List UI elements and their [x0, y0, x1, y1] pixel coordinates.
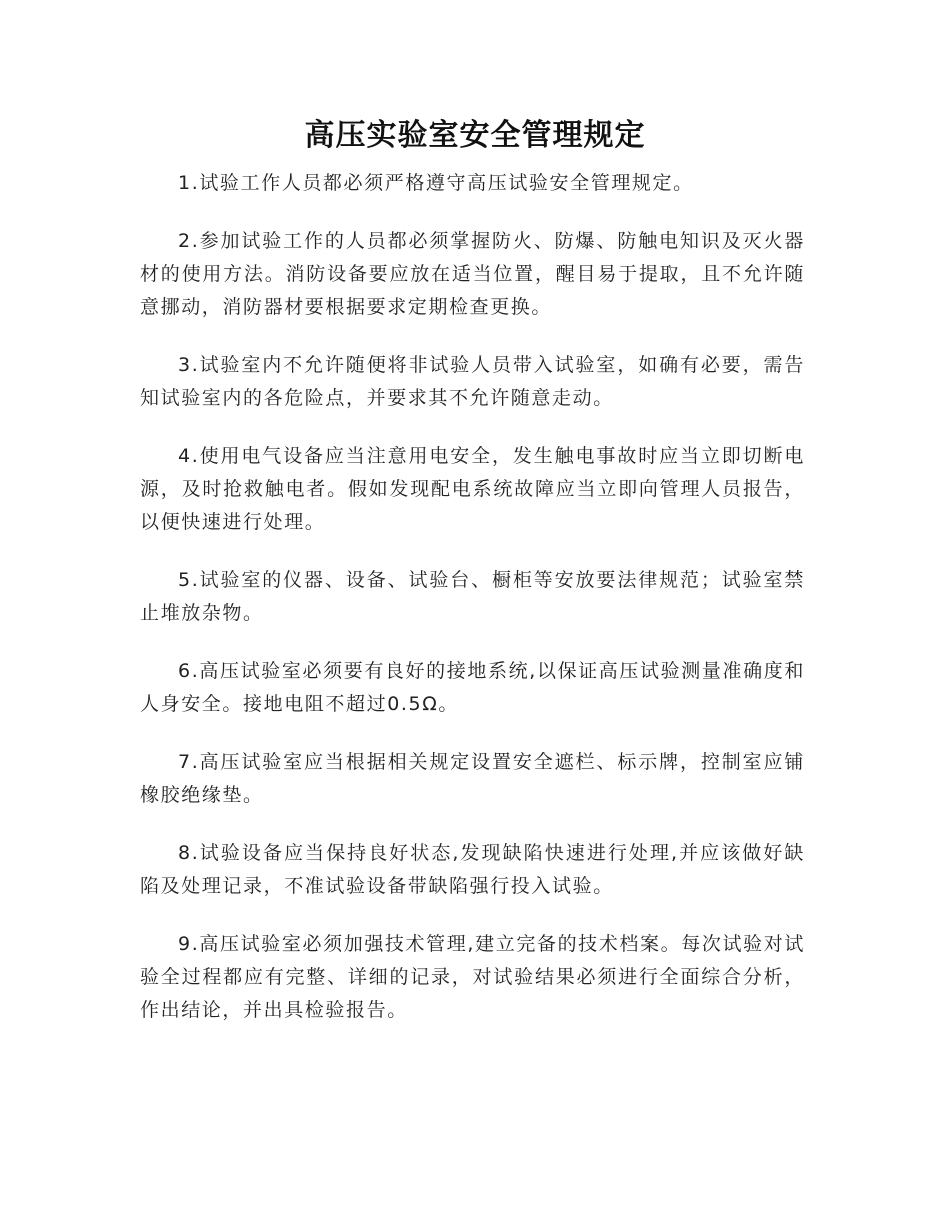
- paragraph-9: 9.高压试验室必须加强技术管理,建立完备的技术档案。每次试验对试验全过程都应有完整、详细的记录，对试验结果必须进行全面综合分析，作出结论，并出具检验报告。: [140, 933, 805, 1021]
- paragraph-4: 4.使用电气设备应当注意用电安全，发生触电事故时应当立即切断电源，及时抢救触电者。假如发现配电系统故障应当立即向管理人员报告，以便快速进行处理。: [140, 445, 805, 533]
- document-title: 高压实验室安全管理规定: [304, 118, 646, 153]
- paragraph-7: 7.高压试验室应当根据相关规定设置安全遮栏、标示牌，控制室应铺橡胶绝缘垫。: [140, 751, 805, 806]
- paragraph-5: 5.试验室的仪器、设备、试验台、橱柜等安放要法律规范；试验室禁止堆放杂物。: [140, 569, 805, 624]
- document-body: [140, 167, 805, 1052]
- paragraph-6: 6.高压试验室必须要有良好的接地系统,以保证高压试验测量准确度和人身安全。接地电阻不超过0.5Ω。: [140, 660, 805, 715]
- paragraph-2: 2.参加试验工作的人员都必须掌握防火、防爆、防触电知识及灭火器材的使用方法。消防设备要应放在适当位置，醒目易于提取，且不允许随意挪动，消防器材要根据要求定期检查更换。: [140, 230, 805, 318]
- paragraph-8: 8.试验设备应当保持良好状态,发现缺陷快速进行处理,并应该做好缺陷及处理记录，不准试验设备带缺陷强行投入试验。: [140, 842, 805, 897]
- paragraph-3: 3.试验室内不允许随便将非试验人员带入试验室，如确有必要，需告知试验室内的各危险点，并要求其不允许随意走动。: [140, 354, 805, 409]
- paragraph-1: 1.试验工作人员都必须严格遵守高压试验安全管理规定。: [178, 172, 694, 194]
